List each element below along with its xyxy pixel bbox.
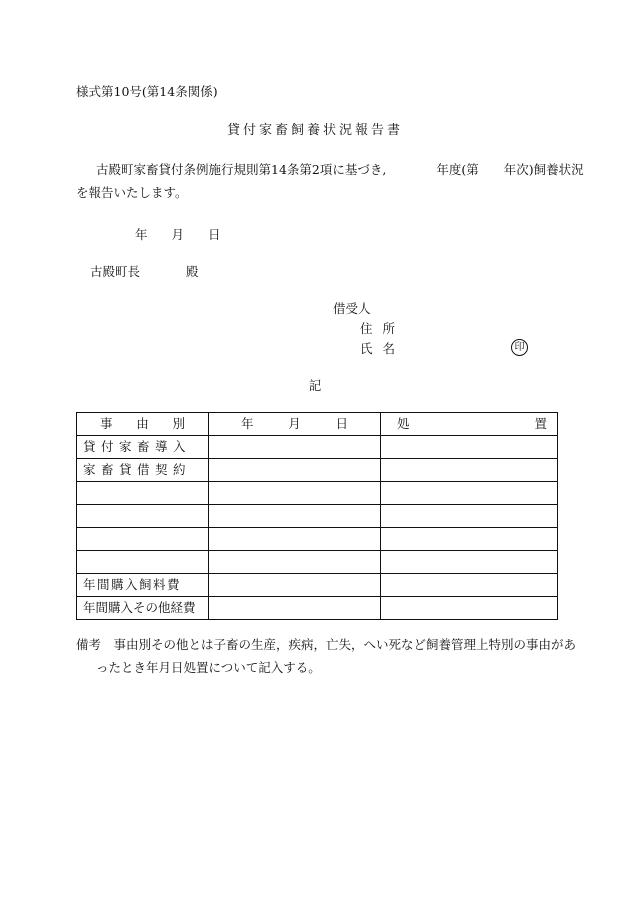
header-disposition xyxy=(381,413,558,436)
row-date-cell[interactable] xyxy=(209,482,381,505)
note-line-1: 備考 事由別その他とは子畜の生産，疾病，亡失，へい死など飼養管理上特別の事由があ xyxy=(76,637,577,652)
header-date-char: 日 xyxy=(335,416,348,431)
address-label xyxy=(360,321,395,337)
note-line-2: ったとき年月日処置について記入する。 xyxy=(96,660,321,675)
header-item-char: 由 xyxy=(136,416,149,431)
row-date-cell[interactable] xyxy=(209,528,381,551)
header-item-char: 別 xyxy=(172,416,185,431)
table-row xyxy=(77,528,558,551)
intro-text-line-1: 古殿町家畜貸付条例施行規則第14条第2項に基づき, 年度(第 年次)飼養状況 xyxy=(96,162,584,177)
row-label[interactable] xyxy=(77,551,209,574)
name-label-char-2: 名 xyxy=(382,341,396,356)
ki-marker: 記 xyxy=(308,378,322,393)
row-label[interactable] xyxy=(77,528,209,551)
seal-mark: 印 xyxy=(511,339,528,356)
intro-text-line-2: を報告いたします。 xyxy=(76,185,188,200)
header-date-char: 月 xyxy=(288,416,301,431)
addressee-name: 古殿町長 xyxy=(90,264,141,279)
header-date xyxy=(209,413,381,436)
table-row xyxy=(77,574,558,597)
row-date-cell[interactable] xyxy=(209,551,381,574)
row-disposition-cell[interactable] xyxy=(381,436,558,459)
form-number: 様式第10号(第14条関係) xyxy=(76,84,218,99)
row-date-cell[interactable] xyxy=(209,459,381,482)
date-line xyxy=(135,227,221,243)
row-date-cell[interactable] xyxy=(209,574,381,597)
row-disposition-cell[interactable] xyxy=(381,482,558,505)
address-label-char-2: 所 xyxy=(382,321,396,336)
table-row xyxy=(77,505,558,528)
addressee xyxy=(90,264,199,280)
row-label: 家畜貸借契約 xyxy=(77,459,209,482)
row-label: 年間購入その他経費 xyxy=(77,597,209,620)
row-label: 年間購入飼料費 xyxy=(77,574,209,597)
addressee-honorific: 殿 xyxy=(186,264,199,279)
row-date-cell[interactable] xyxy=(209,597,381,620)
header-disposition-char: 置 xyxy=(534,416,547,431)
row-date-cell[interactable] xyxy=(209,436,381,459)
row-disposition-cell[interactable] xyxy=(381,459,558,482)
row-disposition-cell[interactable] xyxy=(381,574,558,597)
name-label-char-1: 氏 xyxy=(360,341,373,356)
header-disposition-char: 処 xyxy=(397,416,410,431)
name-label xyxy=(360,341,395,357)
table-row xyxy=(77,482,558,505)
date-day-label: 日 xyxy=(208,227,221,242)
header-item-char: 事 xyxy=(100,416,113,431)
borrower-label: 借受人 xyxy=(333,301,371,316)
table-row xyxy=(77,597,558,620)
header-date-char: 年 xyxy=(241,416,254,431)
document-title: 貸付家畜飼養状況報告書 xyxy=(226,123,403,138)
row-label[interactable] xyxy=(77,482,209,505)
row-disposition-cell[interactable] xyxy=(381,528,558,551)
row-disposition-cell[interactable] xyxy=(381,505,558,528)
row-date-cell[interactable] xyxy=(209,505,381,528)
row-label[interactable] xyxy=(77,505,209,528)
row-disposition-cell[interactable] xyxy=(381,551,558,574)
table-row xyxy=(77,551,558,574)
date-year-label: 年 xyxy=(135,227,148,242)
row-disposition-cell[interactable] xyxy=(381,597,558,620)
row-label: 貸付家畜導入 xyxy=(77,436,209,459)
address-label-char-1: 住 xyxy=(360,321,373,336)
header-item xyxy=(77,413,209,436)
date-month-label: 月 xyxy=(171,227,185,242)
table-header-row xyxy=(77,413,558,436)
record-table xyxy=(76,412,558,620)
table-row xyxy=(77,436,558,459)
table-row xyxy=(77,459,558,482)
